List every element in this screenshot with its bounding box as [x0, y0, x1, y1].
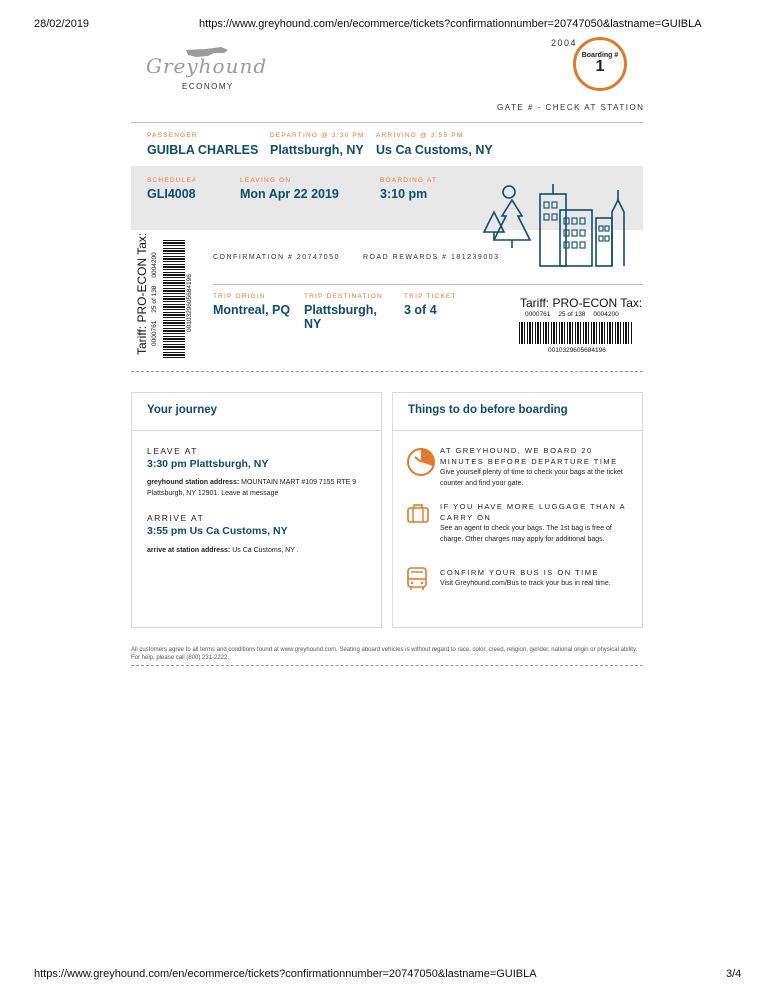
- tariff-codes: [525, 311, 619, 318]
- todo-body-3: Visit Greyhound.com/Bus to track your bus in real time.: [440, 580, 611, 587]
- divider: [131, 122, 643, 123]
- todo-title: Things to do before boarding: [408, 404, 568, 416]
- trip-destination: Plattsburgh, NY: [304, 303, 377, 331]
- barcode: [519, 322, 633, 344]
- station-address-label: greyhound station address:: [147, 479, 240, 486]
- tariff-code-1: 0000761: [151, 320, 158, 346]
- trip-ticket: 3 of 4: [404, 303, 437, 317]
- boarding-label: Boarding #: [581, 52, 619, 59]
- arrive-at: 3:55 pm Us Ca Customs, NY: [147, 525, 288, 537]
- terms-fineprint: All customers agree to all terms and conditions found at www.greyhound.com. Seating aboard vehicles is without regard to race, color, creed, religion, gender, national origin or physical ability. For help, please call (800) 231-2222.: [131, 647, 638, 661]
- gate-info: GATE # - CHECK AT STATION: [497, 103, 645, 112]
- barcode-number-vertical: 0010329605684196: [186, 274, 193, 332]
- tariff-codes-vertical: [151, 252, 158, 346]
- divider: [392, 430, 643, 431]
- ticket-number: 2004: [551, 38, 578, 48]
- confirmation-number: CONFIRMATION # 20747050: [213, 254, 340, 261]
- schedule-label: SCHEDULE#: [147, 177, 197, 184]
- greyhound-logo: [146, 44, 266, 80]
- station-address: [147, 477, 372, 499]
- trip-origin: Montreal, PQ: [213, 303, 291, 317]
- departing-city: Plattsburgh, NY: [270, 143, 364, 157]
- boarding-number: 1: [595, 58, 605, 75]
- luggage-icon: [407, 503, 429, 523]
- arrive-station-address: [147, 545, 372, 556]
- journey-panel: [131, 392, 382, 628]
- arrive-at-label: ARRIVE AT: [147, 513, 205, 523]
- origin-label: TRIP ORIGIN: [213, 293, 266, 300]
- todo-heading-1: AT GREYHOUND, WE BOARD 20 MINUTES BEFORE DEPARTURE TIME: [440, 446, 618, 466]
- todo-body-2: See an agent to check your bags. The 1st bag is free of charge. Other charges may apply for additional bags.: [440, 525, 612, 543]
- barcode-vertical: [163, 240, 185, 358]
- trip-ticket-label: TRIP TICKET: [404, 293, 457, 300]
- passenger-label: PASSENGER: [147, 132, 198, 139]
- clock-icon: [406, 447, 436, 477]
- city-skyline-icon: [480, 176, 630, 268]
- print-date: 28/02/2019: [34, 18, 90, 30]
- road-rewards-number: ROAD REWARDS # 181239003: [363, 254, 500, 261]
- boarding-badge: [573, 37, 627, 91]
- divider: [213, 284, 643, 285]
- print-url: https://www.greyhound.com/en/ecommerce/tickets?confirmationnumber=20747050&lastname=GUIBLA: [199, 18, 702, 30]
- tariff-code-3: 0004200: [593, 311, 619, 318]
- boarding-time: 3:10 pm: [380, 187, 428, 201]
- fare-class: ECONOMY: [182, 82, 234, 91]
- journey-title: Your journey: [147, 404, 218, 416]
- arrive-station-label: arrive at station address:: [147, 547, 231, 554]
- tear-line: [131, 665, 643, 666]
- destination-label: TRIP DESTINATION: [304, 293, 383, 300]
- station-address-value: MOUNTAIN MART #109 7155 RTE 9 Plattsburgh, NY 12901. Leave at message: [147, 479, 357, 497]
- tariff-vertical: Tariff: PRO-ECON Tax:: [135, 232, 149, 355]
- tariff-code-3: 0004200: [151, 252, 158, 278]
- leaving-label: LEAVING ON: [240, 177, 292, 184]
- todo-body-1: Give yourself plenty of time to check your bags at the ticket counter and find your gate.: [440, 469, 623, 487]
- print-footer-url: https://www.greyhound.com/en/ecommerce/tickets?confirmationnumber=20747050&lastname=GUIBLA: [34, 968, 537, 980]
- todo-heading-2: IF YOU HAVE MORE LUGGAGE THAN A CARRY ON: [440, 502, 626, 522]
- tariff-code-1: 0000761: [525, 311, 551, 318]
- schedule-number: GLI4008: [147, 187, 196, 201]
- arrive-station-value: Us Ca Customs, NY .: [232, 547, 299, 554]
- tear-line: [131, 371, 643, 372]
- logo-wordmark: Greyhound: [146, 54, 268, 78]
- passenger-name: GUIBLA CHARLES: [147, 143, 259, 157]
- arriving-city: Us Ca Customs, NY: [376, 143, 493, 157]
- todo-heading-3: CONFIRM YOUR BUS IS ON TIME: [440, 568, 599, 577]
- arriving-label: ARRIVING @ 3:55 PM: [376, 132, 464, 139]
- leaving-date: Mon Apr 22 2019: [240, 187, 339, 201]
- bus-icon: [407, 567, 427, 591]
- print-page-number: 3/4: [726, 968, 742, 980]
- tariff-code-2: 25 of 138: [558, 311, 586, 318]
- departing-label: DEPARTING @ 3:30 PM: [270, 132, 365, 139]
- leave-at-label: LEAVE AT: [147, 446, 198, 456]
- barcode-number: 0010329605684196: [548, 347, 606, 354]
- divider: [131, 430, 382, 431]
- boarding-at-label: BOARDING AT: [380, 177, 438, 184]
- tariff: Tariff: PRO-ECON Tax:: [520, 296, 643, 310]
- leave-at: 3:30 pm Plattsburgh, NY: [147, 458, 269, 470]
- tariff-code-2: 25 of 138: [151, 285, 158, 313]
